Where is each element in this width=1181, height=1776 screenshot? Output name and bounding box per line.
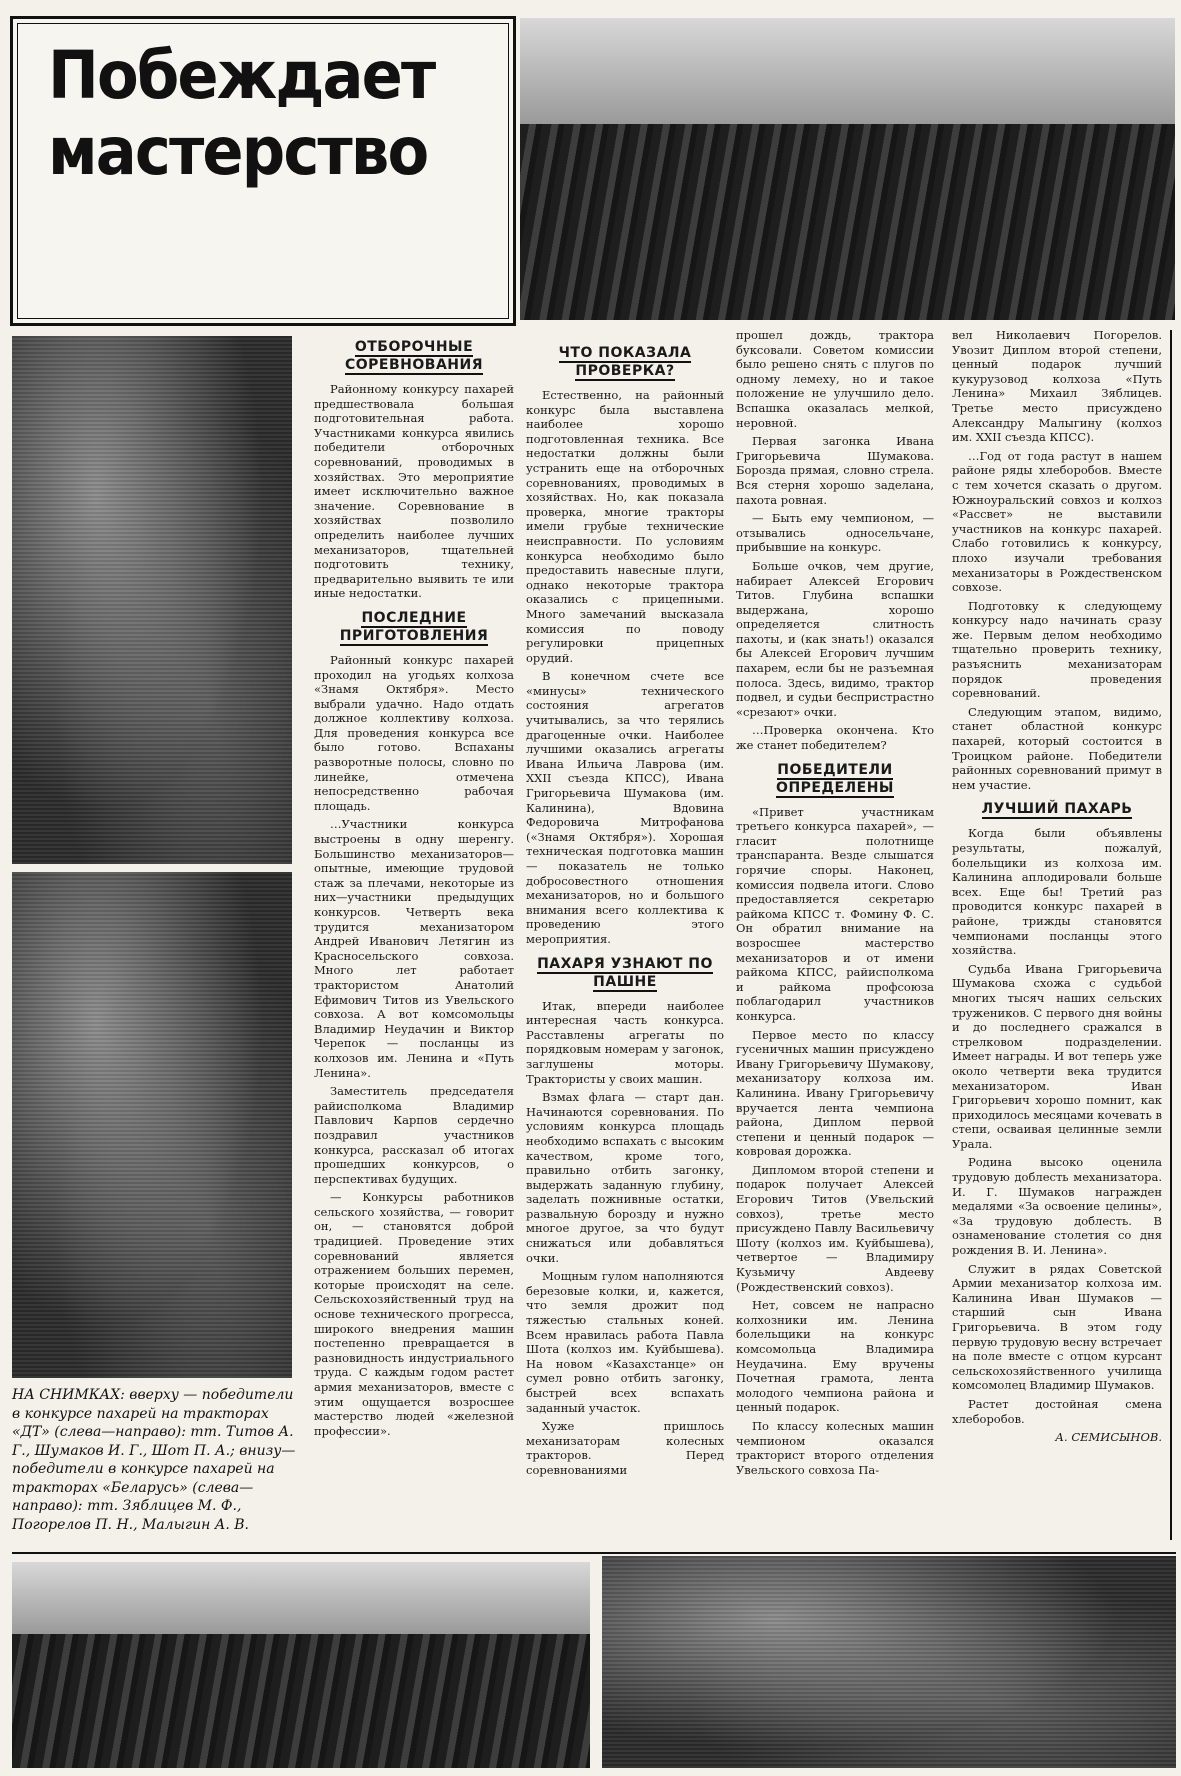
author-signature: А. СЕМИСЫНОВ. [1055,1430,1162,1445]
paragraph: Первая загонка Ивана Григорьевича Шумакова. Борозда прямая, словно стрела. Вся стерня хорошо заделана, пахота ровная. [736,434,934,507]
right-column-rule [1170,330,1172,1540]
paragraph: Хуже пришлось механизаторам колесных тракторов. Перед соревнованиями [526,1419,724,1477]
paragraph: прошел дождь, трактора буксовали. Советом комиссии было решено снять с плугов по одному лемеху, но и такое положение не улучшило дело. Вспашка оказалась мелкой, неровной. [736,328,934,430]
paragraph: В конечном счете все «минусы» технического состояния агрегатов учитывались, за что терялись драгоценные очки. Наиболее лучшими оказались агрегаты Ивана Ильича Лаврова (им. XXII съезда КПСС), Ивана Григорьевича Шумакова (им. Калинина), Вдовина Федоровича Митрофанова («Знамя Октября»). Хорошая техническая подготовка машин — показатель не только добросовестного отношения механизаторов, но и большого внимания всего коллектива к проведению этого мероприятия. [526,669,724,946]
section-heading-ploughman: ПАХАРЯ УЗНАЮТ ПО ПАШНЕ [537,955,713,990]
paragraph: Районный конкурс пахарей проходил на угодьях колхоза «Знамя Октября». Место выбрали удачно. Надо отдать должное коллективу колхоза. Для проведения конкурса все было готово. Вспаханы разворотные полосы, словно по линейке, отмечена непосредственно рабочая площадь. [314,652,514,813]
paragraph: вел Николаевич Погорелов. Увозит Диплом второй степени, ценный подарок лучший кукурузовод колхоза «Путь Ленина» Михаил Зяблицев. Третье место присуждено Александру Малыгину (колхоз им. XXII съезда КПСС). [952,328,1162,445]
photo-bottom-left [12,1562,590,1768]
photo-bottom-right [602,1556,1176,1768]
paragraph: Заместитель председателя райисполкома Владимир Павлович Карпов сердечно поздравил участников конкурса, рассказал об итогах прошедших конкурсов, о перспективах будущих. [314,1084,514,1186]
paragraph: «Привет участникам третьего конкурса пахарей», — гласит полотнище транспаранта. Везде слышатся горячие споры. Наконец, комиссия подвела итоги. Слово предоставляется секретарю райкома КПСС т. Фомину Ф. С. Он обратил внимание на возросшее мастерство механизаторов и от имени райкома КПСС, райисполкома и райкома профсоюза поблагодарил участников конкурса. [736,804,934,1023]
bottom-rule [12,1552,1176,1554]
photo-top-field [520,18,1175,320]
headline-title-line1: Побеждает [48,37,435,114]
paragraph: Больше очков, чем другие, набирает Алексей Егорович Титов. Глубина вспашки выдержана, хорошо определяется слитность пахоты, и (как знать!) оказался бы Алексей Егорович лучшим пахарем, если бы не разъемная полоса. Здесь, видимо, трактор подвел, и судьи беспристрастно «срезают» очки. [736,558,934,719]
paragraph: …Участники конкурса выстроены в одну шеренгу. Большинство механизаторов—опытные, имеющие трудовой стаж за плечами, некоторые из них—участники предыдущих конкурсов. Четверть века трудится механизатором Андрей Иванович Летягин из Красносельского совхоза. Много лет работает трактористом Анатолий Ефимович Титов из Увельского совхоза. А вот комсомольцы Владимир Неудачин и Виктор Черепок — посланцы из колхозов им. Ленина и «Путь Ленина». [314,817,514,1080]
paragraph: Следующим этапом, видимо, станет областной конкурс пахарей, который состоится в Троицком районе. Победители районных соревнований примут в нем участие. [952,704,1162,792]
section-heading-qualifying: ОТБОРОЧНЫЕ СОРЕВНОВАНИЯ [344,339,483,373]
paragraph: Взмах флага — старт дан. Начинаются соревнования. По условиям конкурса площадь необходимо вспахать с высоким качеством, кроме того, правильно отбить загонку, выдержать заданную глубину, заделать пожнивные остатки, развальную борозду и нужно многое другое, за что будут снижаться или добавляться очки. [526,1090,724,1265]
headline-title-line2: мастерство [48,113,428,190]
paragraph: Естественно, на районный конкурс была выставлена наиболее хорошо подготовленная техника. Все недостатки должны были устранить еще на отборочных соревнованиях, проводимых в хозяйствах. Но, как показала проверка, многие тракторы имели грубые технические неисправности. По условиям конкурса необходимо было предоставить навесные плуги, однако некоторые трактора оказались с прицепными. Много замечаний высказала комиссия по поводу регулировки прицепных орудий. [526,388,724,665]
photo-winners-belarus [12,872,292,1378]
section-heading-winners: ПОБЕДИТЕЛИ ОПРЕДЕЛЕНЫ [776,761,894,796]
paragraph: Первое место по классу гусеничных машин присуждено Ивану Григорьевичу Шумакову, механизатору колхоза им. Калинина. Ивану Григорьевичу вручается лента чемпиона района, Диплом первой степени и ценный подарок — ковровая дорожка. [736,1027,934,1159]
paragraph: Подготовку к следующему конкурсу надо начинать сразу же. Первым делом необходимо тщательно проверить технику, разъяснить механизаторам порядок проведения соревнований. [952,598,1162,701]
paragraph: Мощным гулом наполняются березовые колки, и, кажется, что земля дрожит под тяжестью стальных коней. Всем нравилась работа Павла Шота (колхоз им. Куйбышева). На новом «Казахстанце» он сумел ровно отбить загонку, быстрей всех вспахать заданный участок. [526,1269,724,1415]
paragraph: Судьба Ивана Григорьевича Шумакова схожа с судьбой многих тысяч наших сельских тружеников. С первого дня войны и до последнего сражался в стрелковом подразделении. Имеет награды. И вот теперь уже около четверти века трудится механизатором. Иван Григорьевич хорошо помнит, как приходилось месяцами кочевать в степи, осваивая целинные земли Урала. [952,961,1162,1151]
paragraph: Итак, впереди наиболее интересная часть конкурса. Расставлены агрегаты по порядковым номерам у загонок, заглушены моторы. Трактористы у своих машин. [526,998,724,1086]
column-1 [314,330,514,1442]
photo-winners-dt [12,336,292,864]
paragraph: …Проверка окончена. Кто же станет победителем? [736,723,934,753]
section-heading-inspection: ЧТО ПОКАЗАЛА ПРОВЕРКА? [558,345,692,379]
column-4 [952,328,1162,1449]
paragraph: Служит в рядах Советской Армии механизатор колхоза им. Калинина Иван Шумаков — старший сын Ивана Григорьевича. В этом году первую трудовую весну встречает на поле вместе с отцом курсант сельскохозяйственного училища комсомолец Владимир Шумаков. [952,1261,1162,1393]
paragraph: Дипломом второй степени и подарок получает Алексей Егорович Титов (Увельский совхоз), третье место присуждено Павлу Васильевичу Шоту (колхоз им. Куйбышева), четвертое — Владимиру Кузьмичу Авдееву (Рождественский совхоз). [736,1162,934,1294]
section-heading-preparations: ПОСЛЕДНИЕ ПРИГОТОВЛЕНИЯ [339,609,489,644]
photo-caption: НА СНИМКАХ: вверху — победители в конкурсе пахарей на тракторах «ДТ» (слева—направо): тт. Титов А. Г., Шумаков И. Г., Шот П. А.; внизу—победители в конкурсе пахарей на тракторах «Беларусь» (слева—направо): тт. Зяблицев М. Ф., Погорелов П. Н., Малыгин А. В. [12,1387,296,1533]
paragraph: Родина высоко оценила трудовую доблесть механизатора. И. Г. Шумаков награжден медалями «За освоение целины», «За трудовую доблесть. В ознаменование столетия со дня рождения В. И. Ленина». [952,1155,1162,1258]
paragraph: Районному конкурсу пахарей предшествовала большая подготовительная работа. Участниками конкурса явились победители отборочных соревнований, проводимых в хозяйствах. Это мероприятие имеет исключительно важное значение. Соревнование в хозяйствах позволило определить наиболее лучших механизаторов, тщательней подготовить технику, предварительно выявить те или иные недостатки. [314,382,514,601]
paragraph: По классу колесных машин чемпионом оказался тракторист второго отделения Увельского совхоза Па- [736,1418,934,1477]
paragraph: Когда были объявлены результаты, пожалуй, болельщики из колхоза им. Калинина аплодировали больше всех. Еще бы! Третий раз проводится конкурс пахарей в районе, трижды становятся чемпионами посланцы этого хозяйства. [952,826,1162,958]
column-2 [526,336,724,1482]
paragraph: Нет, совсем не напрасно колхозники им. Ленина болельщики на конкурс комсомольца Владимира Неудачина. Ему вручены Почетная грамота, лента молодого чемпиона района и ценный подарок. [736,1298,934,1415]
paragraph: Растет достойная смена хлеборобов. [952,1396,1162,1426]
headline-title [48,38,453,190]
section-heading-best-ploughman: ЛУЧШИЙ ПАХАРЬ [981,801,1133,818]
paragraph: — Конкурсы работников сельского хозяйства, — говорит он, — становятся доброй традицией. Проведение этих соревнований является отражением больших перемен, которые происходят на селе. Сельскохозяйственный труд на основе технического прогресса, широкого внедрения машин постепенно превращается в разновидность индустриального труда. С каждым годом растет армия механизаторов, вместе с этим ощущается возросшее мастерство людей «железной профессии». [314,1190,514,1438]
paragraph: — Быть ему чемпионом, — отзывались односельчане, прибывшие на конкурс. [736,511,934,555]
paragraph: …Год от года растут в нашем районе ряды хлеборобов. Вместе с тем хочется сказать о другом. Южноуральский совхоз и колхоз «Рассвет» не выставили участников на конкурс пахарей. Слабо готовились к конкурсу, плохо изучали требования механизаторы в Рождественском совхозе. [952,448,1162,595]
column-3 [736,328,934,1481]
